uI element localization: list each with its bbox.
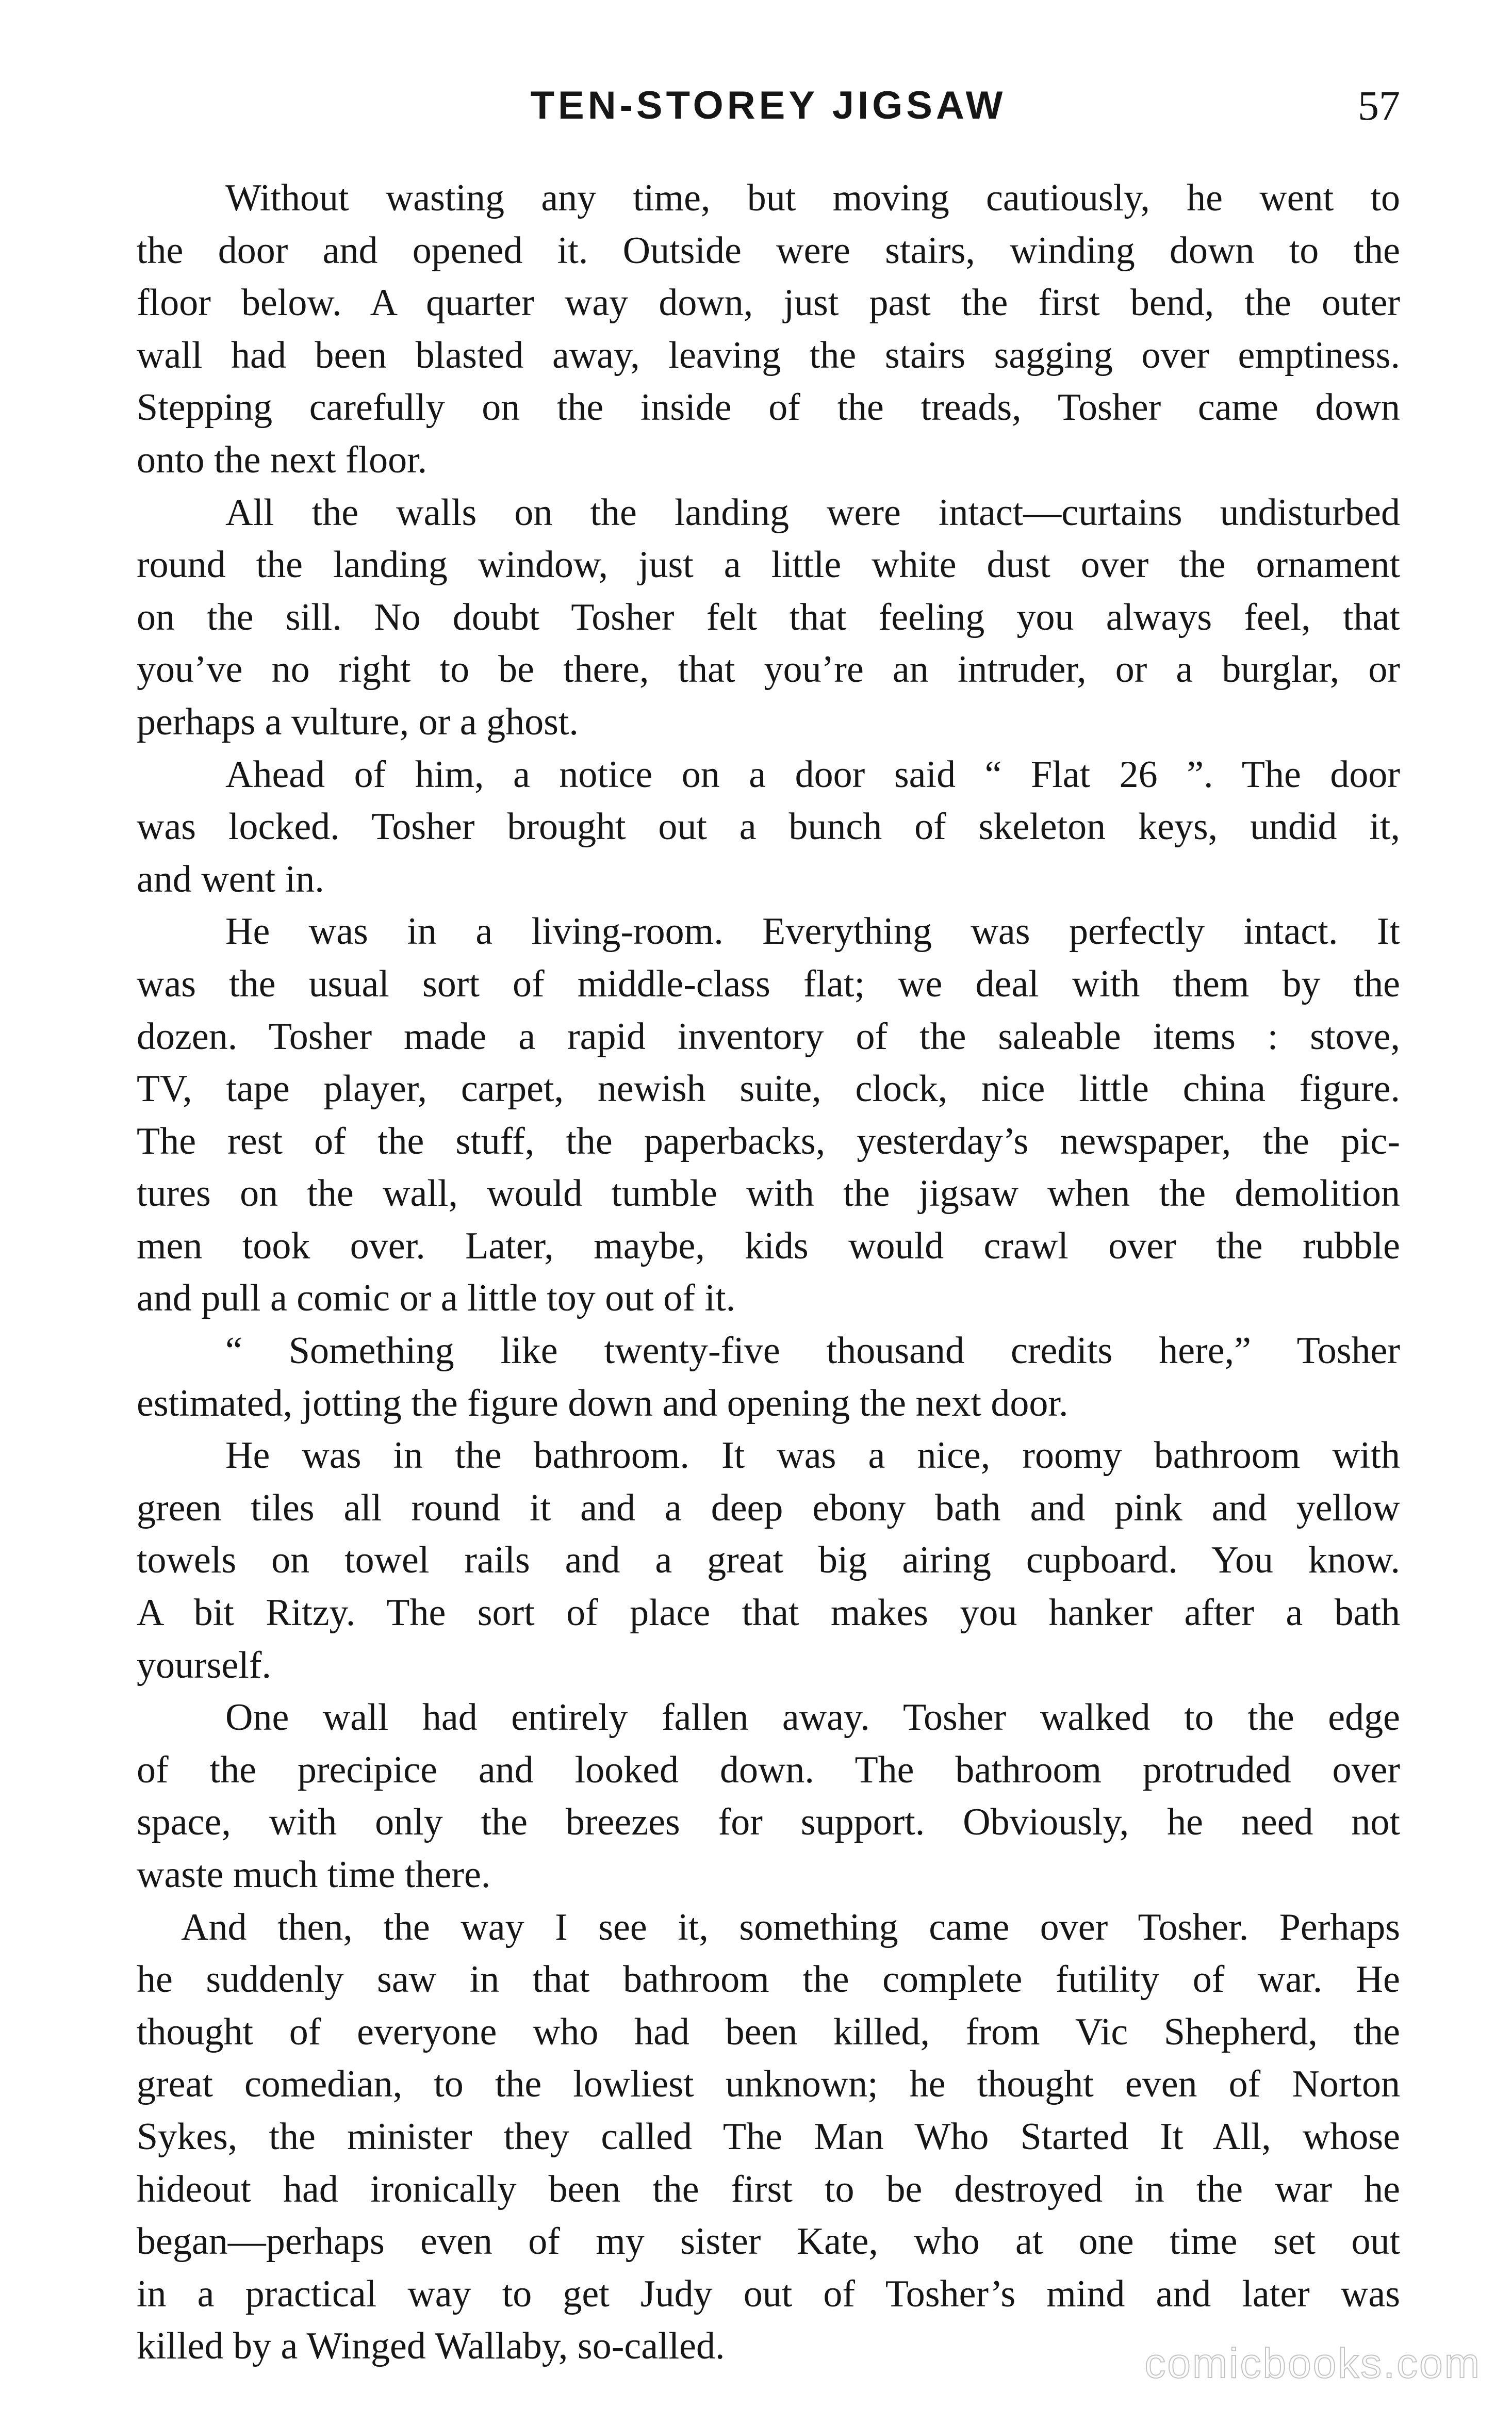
text-line: began—perhaps even of my sister Kate, who at one time set out [137, 2220, 1400, 2263]
text-line: killed by a Winged Wallaby, so-called. [137, 2325, 725, 2368]
text-line: waste much time there. [137, 1854, 491, 1896]
text-line: space, with only the breezes for support. Obviously, he need not [137, 1801, 1400, 1844]
text-line: Stepping carefully on the inside of the treads, Tosher came down [137, 386, 1400, 429]
text-line: green tiles all round it and a deep ebony bath and pink and yellow [137, 1486, 1400, 1529]
text-line: dozen. Tosher made a rapid inventory of the saleable items : stove, [137, 1015, 1400, 1058]
text-line: All the walls on the landing were intact—curtains undisturbed [225, 491, 1400, 534]
text-line: on the sill. No doubt Tosher felt that feeling you always feel, that [137, 596, 1400, 638]
text-line: And then, the way I see it, something came over Tosher. Perhaps [181, 1906, 1400, 1948]
text-line: round the landing window, just a little white dust over the ornament [137, 544, 1400, 586]
watermark: comicbooks.com [1144, 2340, 1481, 2387]
text-line: and went in. [137, 858, 324, 900]
text-line: the door and opened it. Outside were stairs, winding down to the [137, 229, 1400, 272]
text-line: he suddenly saw in that bathroom the complete futility of war. He [137, 1958, 1400, 2001]
body-text [137, 172, 1400, 2373]
text-line: floor below. A quarter way down, just past the first bend, the outer [137, 282, 1400, 324]
running-title: TEN-STOREY JIGSAW [530, 84, 1007, 127]
text-line: He was in the bathroom. It was a nice, roomy bathroom with [225, 1434, 1400, 1477]
text-line: perhaps a vulture, or a ghost. [137, 700, 579, 743]
text-line: One wall had entirely fallen away. Tosher walked to the edge [225, 1696, 1400, 1739]
text-line: The rest of the stuff, the paperbacks, yesterday’s newspaper, the pic- [137, 1120, 1400, 1162]
text-line: estimated, jotting the figure down and opening the next door. [137, 1382, 1069, 1424]
text-line: thought of everyone who had been killed, from Vic Shepherd, the [137, 2010, 1400, 2053]
text-line: TV, tape player, carpet, newish suite, clock, nice little china figure. [137, 1068, 1400, 1110]
text-line: tures on the wall, would tumble with the jigsaw when the demolition [137, 1172, 1400, 1215]
text-line: was locked. Tosher brought out a bunch of skeleton keys, undid it, [137, 806, 1400, 848]
text-line: wall had been blasted away, leaving the stairs sagging over emptiness. [137, 334, 1400, 376]
text-line: and pull a comic or a little toy out of it. [137, 1277, 736, 1320]
text-line: in a practical way to get Judy out of Tosher’s mind and later was [137, 2272, 1400, 2315]
text-line: of the precipice and looked down. The bathroom protruded over [137, 1748, 1400, 1791]
text-line: hideout had ironically been the first to be destroyed in the war he [137, 2168, 1400, 2210]
text-line: men took over. Later, maybe, kids would crawl over the rubble [137, 1224, 1400, 1267]
text-line: “ Something like twenty-five thousand credits here,” Tosher [225, 1330, 1400, 1372]
text-line: you’ve no right to be there, that you’re an intruder, or a burglar, or [137, 648, 1400, 691]
text-line: A bit Ritzy. The sort of place that makes you hanker after a bath [137, 1592, 1400, 1634]
text-line: Ahead of him, a notice on a door said “ Flat 26 ”. The door [225, 753, 1400, 796]
text-line: onto the next floor. [137, 438, 428, 481]
page-number: 57 [1358, 82, 1400, 129]
text-line: was the usual sort of middle-class flat; we deal with them by the [137, 962, 1400, 1005]
text-line: Sykes, the minister they called The Man Who Started It All, whose [137, 2115, 1400, 2158]
text-line: towels on towel rails and a great big airing cupboard. You know. [137, 1539, 1400, 1582]
text-line: yourself. [137, 1644, 271, 1686]
text-line: great comedian, to the lowliest unknown; he thought even of Norton [137, 2063, 1400, 2106]
running-head [137, 80, 1400, 132]
text-line: He was in a living-room. Everything was perfectly intact. It [225, 910, 1400, 953]
text-line: Without wasting any time, but moving cautiously, he went to [225, 177, 1400, 219]
